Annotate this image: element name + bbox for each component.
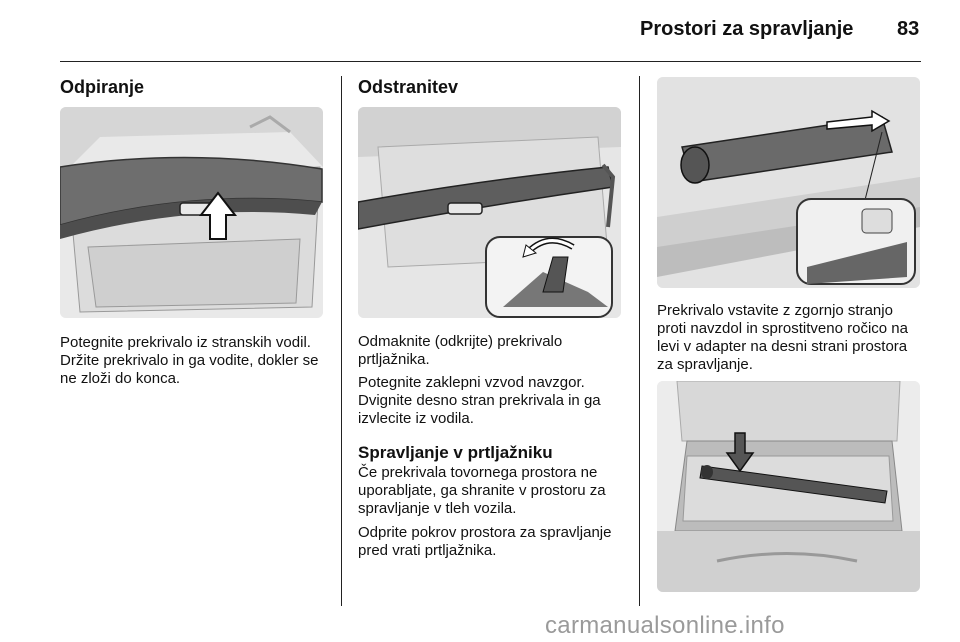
spravljanje-text-2: Odprite pokrov prostora za spravljanje pred vrati prtljažnika.: [358, 524, 612, 559]
header-title: Prostori za spravljanje: [640, 18, 854, 40]
illustration-cover-opening: [60, 107, 323, 318]
odstranitev-text-1: Odmaknite (odkrijte) prekrivalo prtljažnika.: [358, 333, 563, 368]
section-heading-odpiranje: Odpiranje: [60, 77, 145, 97]
odpiranje-text: Potegnite prekrivalo iz stranskih vodil. Držite prekrivalo in ga vodite, dokler se ne zloži do konca.: [60, 334, 319, 387]
column-divider-1: [341, 76, 342, 606]
storage-compartment-image: [657, 381, 920, 592]
cargo-cover-insert-image: [657, 77, 920, 288]
illustration-cover-insert: [657, 77, 920, 288]
subsection-heading-spravljanje: Spravljanje v prtljažniku: [358, 443, 553, 462]
cargo-cover-pull-image: [60, 107, 323, 318]
illustration-cover-removal: [358, 107, 621, 318]
cargo-cover-removal-image: [358, 107, 621, 318]
header-divider: [60, 61, 921, 62]
insert-text: Prekrivalo vstavite z zgornjo stranjo proti navzdol in sprostitveno ročico na levi v adapter na desni strani prostora za spravljanje.: [657, 302, 908, 373]
spravljanje-text-1: Če prekrivala tovornega prostora ne uporabljate, ga shranite v prostoru za spravljanje v tleh vozila.: [358, 464, 606, 517]
watermark-text: carmanualsonline.info: [545, 612, 785, 639]
odstranitev-text-2: Potegnite zaklepni vzvod navzgor. Dvignite desno stran prekrivala in ga izvlecite iz vodila.: [358, 374, 601, 427]
column-divider-2: [639, 76, 640, 606]
illustration-storage-compartment: [657, 381, 920, 592]
section-heading-odstranitev: Odstranitev: [358, 77, 459, 97]
page-number: 83: [897, 18, 920, 40]
